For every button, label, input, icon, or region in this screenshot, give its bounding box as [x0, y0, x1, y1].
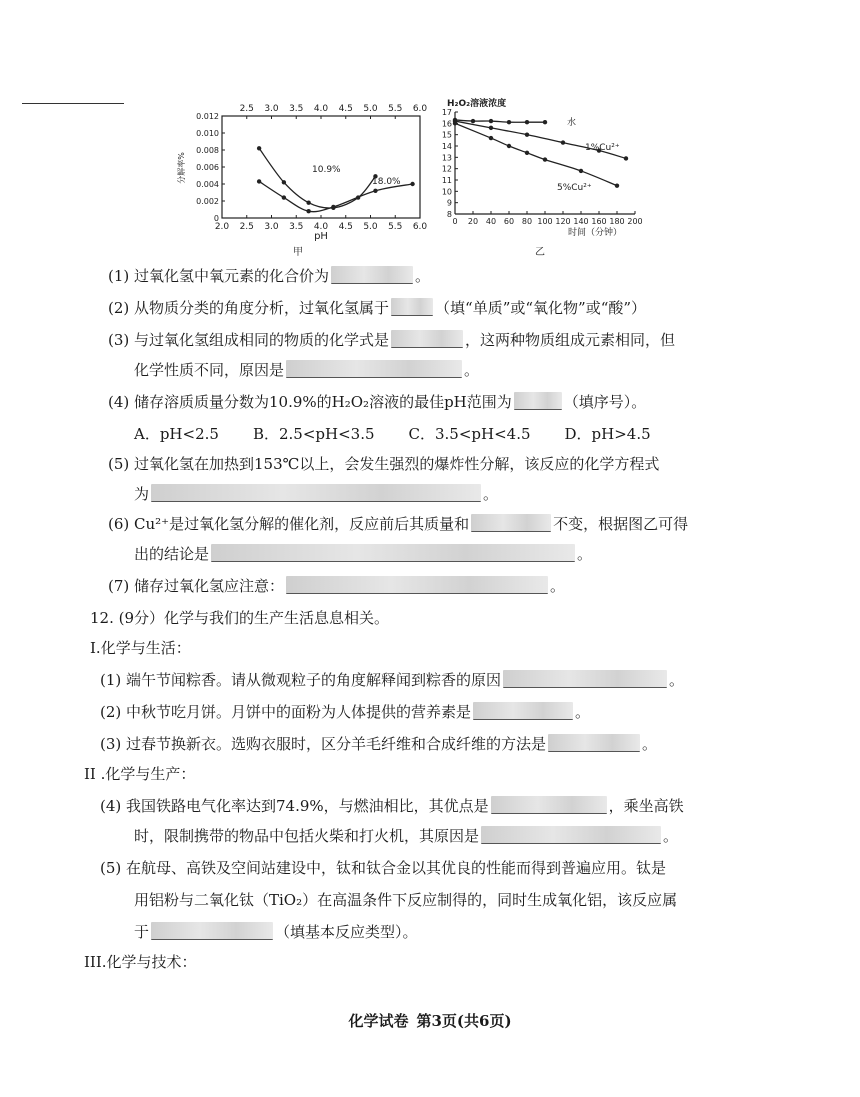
q12-s5-line-b	[134, 890, 677, 910]
chart-yi-title: H₂O₂溶液浓度	[447, 99, 507, 109]
chart-jia-y-tick-label: 0.010	[196, 129, 219, 138]
chart-yi-point	[525, 120, 529, 124]
q3-reason-blank[interactable]	[286, 360, 462, 378]
chart-yi-x-tick-label: 0	[452, 217, 458, 226]
chart-jia-y-tick-label: 0.008	[196, 146, 219, 155]
q12-s2-blank[interactable]	[473, 702, 573, 720]
q12-s4-reason-text: 时，限制携带的物品中包括火柴和打火机，其原因是	[134, 827, 480, 845]
q3-reason-text: 化学性质不同，原因是	[134, 361, 285, 379]
chart-yi-x-tick-label: 160	[591, 217, 607, 226]
chart-yi-series-line	[455, 123, 617, 185]
chart-yi-point	[525, 151, 529, 155]
q12-s2-text: (2) 中秋节吃月饼。月饼中的面粉为人体提供的营养素是	[100, 703, 472, 721]
q12-s4-cont: ，乘坐高铁	[608, 797, 684, 815]
chart-yi-x-label: 时间（分钟）	[567, 228, 623, 238]
chart-jia-x-tick-label: 4.0	[313, 222, 329, 232]
q2-text: (2) 从物质分类的角度分析，过氧化氢属于	[108, 299, 390, 317]
q1-line	[108, 266, 430, 286]
chart-jia-point	[373, 189, 377, 193]
q6-text: (6) Cu²⁺是过氧化氢分解的催化剂，反应前后其质量和	[108, 515, 470, 533]
q12-s1-line	[100, 670, 684, 690]
chart-yi-x-tick-label: 40	[485, 217, 497, 226]
chart-yi-point	[525, 132, 529, 136]
q4-options	[134, 424, 685, 444]
chart-yi-x-tick-label: 120	[555, 217, 571, 226]
q12-s1-end: 。	[669, 671, 685, 689]
q3-end: 。	[464, 361, 480, 379]
q12-s5-end: （填基本反应类型）。	[275, 923, 418, 941]
chart-jia-series-label: 10.9%	[312, 165, 341, 175]
chart-yi-y-tick-label: 8	[446, 210, 452, 219]
q2-end: （填“单质”或“氧化物”或“酸”）	[435, 299, 647, 317]
chart-yi-point	[561, 140, 565, 144]
footer-page-number: 第3页(共6页)	[416, 1012, 512, 1030]
q12-s5-line-c	[134, 922, 418, 942]
chart-yi-y-tick-label: 11	[441, 176, 452, 185]
chart-yi	[442, 97, 643, 258]
chart-yi-point	[489, 126, 493, 130]
q12-s5-text-a: (5) 在航母、高铁及空间站建设中，钛和钛合金以其优良的性能而得到普遍应用。钛是	[100, 859, 667, 877]
q2-line	[108, 298, 646, 318]
q6-line-b	[134, 544, 592, 564]
q4-option-a[interactable]: A．pH<2.5	[134, 425, 219, 443]
q12-section-3: III.化学与技术：	[84, 953, 197, 971]
chart-jia-x-tick-label: 5.5	[388, 222, 403, 232]
q4-option-b[interactable]: B．2.5<pH<3.5	[252, 425, 375, 443]
chart-jia-point	[410, 182, 414, 186]
q5-line-a	[108, 454, 659, 474]
chart-yi-y-tick-label: 17	[441, 108, 452, 117]
chart-yi-point	[507, 144, 511, 148]
chart-jia-top-tick-label: 3.5	[289, 104, 304, 114]
chart-yi-caption: 乙	[535, 247, 545, 258]
chart-yi-y-tick-label: 14	[441, 142, 452, 151]
q12-s5-reaction-type-blank[interactable]	[151, 922, 273, 940]
chart-jia-y-tick-label: 0	[213, 214, 219, 223]
q12-s2-line	[100, 702, 590, 722]
chart-jia-top-tick-label: 2.5	[239, 104, 254, 114]
chart-yi-point	[489, 119, 493, 123]
chart-jia-top-tick-label: 4.5	[338, 104, 353, 114]
q12-s5-line-a	[100, 858, 666, 878]
chart-yi-point	[507, 120, 511, 124]
chart-yi-point	[453, 121, 457, 125]
chart-jia-y-tick-label: 0.006	[196, 163, 219, 172]
page-footer	[0, 1010, 860, 1031]
chart-jia-point	[282, 195, 286, 199]
q12-s4-advantage-blank[interactable]	[491, 796, 607, 814]
chart-yi-point	[615, 183, 619, 187]
chart-yi-series-line	[455, 120, 545, 122]
q12-header: 12. (9分）化学与我们的生产生活息息相关。	[90, 609, 390, 627]
chart-jia-y-tick-label: 0.004	[196, 180, 219, 189]
footer-subject: 化学试卷	[348, 1012, 409, 1030]
q1-text: (1) 过氧化氢中氧元素的化合价为	[108, 267, 330, 285]
q6-cont: 不变，根据图乙可得	[553, 515, 689, 533]
chart-yi-x-tick-label: 100	[537, 217, 553, 226]
chart-yi-y-tick-label: 13	[441, 153, 452, 163]
q12-s4-line-b	[134, 826, 678, 846]
chart-jia-point	[282, 180, 286, 184]
q4-answer-blank[interactable]	[514, 392, 562, 410]
q12-s5-text-b: 用铝粉与二氧化钛（TiO₂）在高温条件下反应制得的，同时生成氧化铝，该反应属	[134, 891, 678, 909]
q12-s4-line-a	[100, 796, 684, 816]
q6-conclusion-text: 出的结论是	[134, 545, 210, 563]
chart-yi-x-tick-label: 60	[503, 217, 515, 226]
chart-yi-series-label: 水	[567, 118, 577, 128]
q3-text: (3) 与过氧化氢组成相同的物质的化学式是	[108, 331, 390, 349]
chart-jia-caption: 甲	[293, 247, 303, 258]
chart-jia-y-tick-label: 0.012	[196, 112, 219, 121]
q1-answer-blank[interactable]	[331, 266, 413, 284]
chart-yi-point	[624, 156, 628, 160]
chart-jia-point	[306, 209, 310, 213]
q7-end: 。	[550, 577, 566, 595]
chart-jia-point	[331, 205, 335, 209]
chart-jia-top-tick-label: 5.0	[363, 104, 378, 114]
q12-s2-end: 。	[575, 703, 591, 721]
q12-s3-text: (3) 过春节换新衣。选购衣服时，区分羊毛纤维和合成纤维的方法是	[100, 735, 547, 753]
chart-yi-y-tick-label: 12	[441, 164, 452, 174]
chart-yi-point	[471, 119, 475, 123]
chart-yi-point	[543, 120, 547, 124]
chart-jia-y-tick-label: 0.002	[196, 197, 219, 206]
q4-option-c[interactable]: C．3.5<pH<4.5	[408, 425, 531, 443]
chart-yi-x-tick-label: 200	[627, 217, 643, 226]
chart-jia-x-label: pH	[314, 231, 328, 242]
chart-jia-x-tick-label: 3.0	[264, 222, 279, 232]
q12-section-2: II .化学与生产：	[84, 765, 196, 783]
chart-yi-point	[489, 136, 493, 140]
chart-yi-x-tick-label: 140	[573, 217, 589, 226]
chart-jia-top-tick-label: 6.0	[412, 104, 428, 114]
chart-jia-x-tick-label: 2.0	[214, 222, 230, 232]
chart-yi-series-label: 5%Cu²⁺	[557, 183, 592, 193]
q5-text: (5) 过氧化氢在加热到153℃以上，会发生强烈的爆炸性分解，该反应的化学方程式	[108, 455, 660, 473]
charts	[0, 0, 860, 262]
chart-yi-x-tick-label: 180	[609, 217, 625, 226]
q7-answer-blank[interactable]	[286, 576, 548, 594]
chart-yi-point	[543, 157, 547, 161]
q12-s4-reason-blank[interactable]	[481, 826, 661, 844]
q5-line-b	[134, 484, 498, 504]
chart-yi-y-tick-label: 9	[446, 198, 452, 208]
q12-s3-end: 。	[642, 735, 658, 753]
q5-wei: 为	[134, 485, 150, 503]
q12-s3-line	[100, 734, 657, 754]
chart-jia-x-tick-label: 6.0	[412, 222, 428, 232]
q5-end: 。	[483, 485, 499, 503]
chart-jia-point	[257, 179, 261, 183]
chart-jia-point	[257, 146, 261, 150]
chart-jia-series-label: 18.0%	[372, 177, 401, 187]
q4-option-d[interactable]: D．pH>4.5	[564, 425, 651, 443]
q12-s1-blank[interactable]	[503, 670, 667, 688]
q4-text: (4) 储存溶质质量分数为10.9%的H₂O₂溶液的最佳pH范围为	[108, 393, 512, 411]
chart-yi-y-tick-label: 16	[441, 119, 452, 129]
q3-cont: ，这两种物质组成元素相同，但	[465, 331, 676, 349]
chart-yi-point	[579, 169, 583, 173]
chart-jia-x-tick-label: 5.0	[363, 222, 378, 232]
chart-jia-y-label: 分解率%	[177, 152, 186, 184]
q4-end: （填序号）。	[563, 393, 647, 411]
q6-line-a	[108, 514, 688, 534]
q7-line	[108, 576, 565, 596]
chart-yi-series-label: 1%Cu²⁺	[585, 143, 620, 153]
chart-yi-x-tick-label: 20	[467, 217, 479, 226]
q12-s1-text: (1) 端午节闻粽香。请从微观粒子的角度解释闻到粽香的原因	[100, 671, 502, 689]
q1-end: 。	[415, 267, 431, 285]
q3-line-a	[108, 330, 675, 350]
q6-property-blank[interactable]	[471, 514, 551, 532]
q12-s5-yu: 于	[134, 923, 150, 941]
chart-jia-top-tick-label: 4.0	[313, 104, 329, 114]
q5-equation-blank[interactable]	[151, 484, 481, 502]
q12-s4-end: 。	[663, 827, 679, 845]
chart-jia-x-tick-label: 3.5	[289, 222, 304, 232]
q6-end: 。	[577, 545, 593, 563]
q2-answer-blank[interactable]	[391, 298, 433, 316]
chart-jia-point	[306, 201, 310, 205]
chart-jia-x-tick-label: 2.5	[239, 222, 254, 232]
q6-conclusion-blank[interactable]	[211, 544, 575, 562]
q7-text: (7) 储存过氧化氢应注意：	[108, 577, 285, 595]
q4-line	[108, 392, 646, 412]
q3-formula-blank[interactable]	[391, 330, 463, 348]
chart-jia-x-tick-label: 4.5	[338, 222, 353, 232]
q12-s3-blank[interactable]	[548, 734, 640, 752]
chart-jia	[176, 104, 427, 258]
q12-section-1: I.化学与生活：	[90, 639, 191, 657]
chart-yi-x-tick-label: 80	[521, 217, 533, 226]
q12-s4-text: (4) 我国铁路电气化率达到74.9%，与燃油相比，其优点是	[100, 797, 489, 815]
chart-yi-y-tick-label: 10	[441, 187, 452, 197]
chart-yi-y-tick-label: 15	[441, 130, 452, 140]
chart-jia-top-tick-label: 3.0	[264, 104, 279, 114]
q3-line-b	[134, 360, 479, 380]
chart-jia-top-tick-label: 5.5	[388, 104, 403, 114]
